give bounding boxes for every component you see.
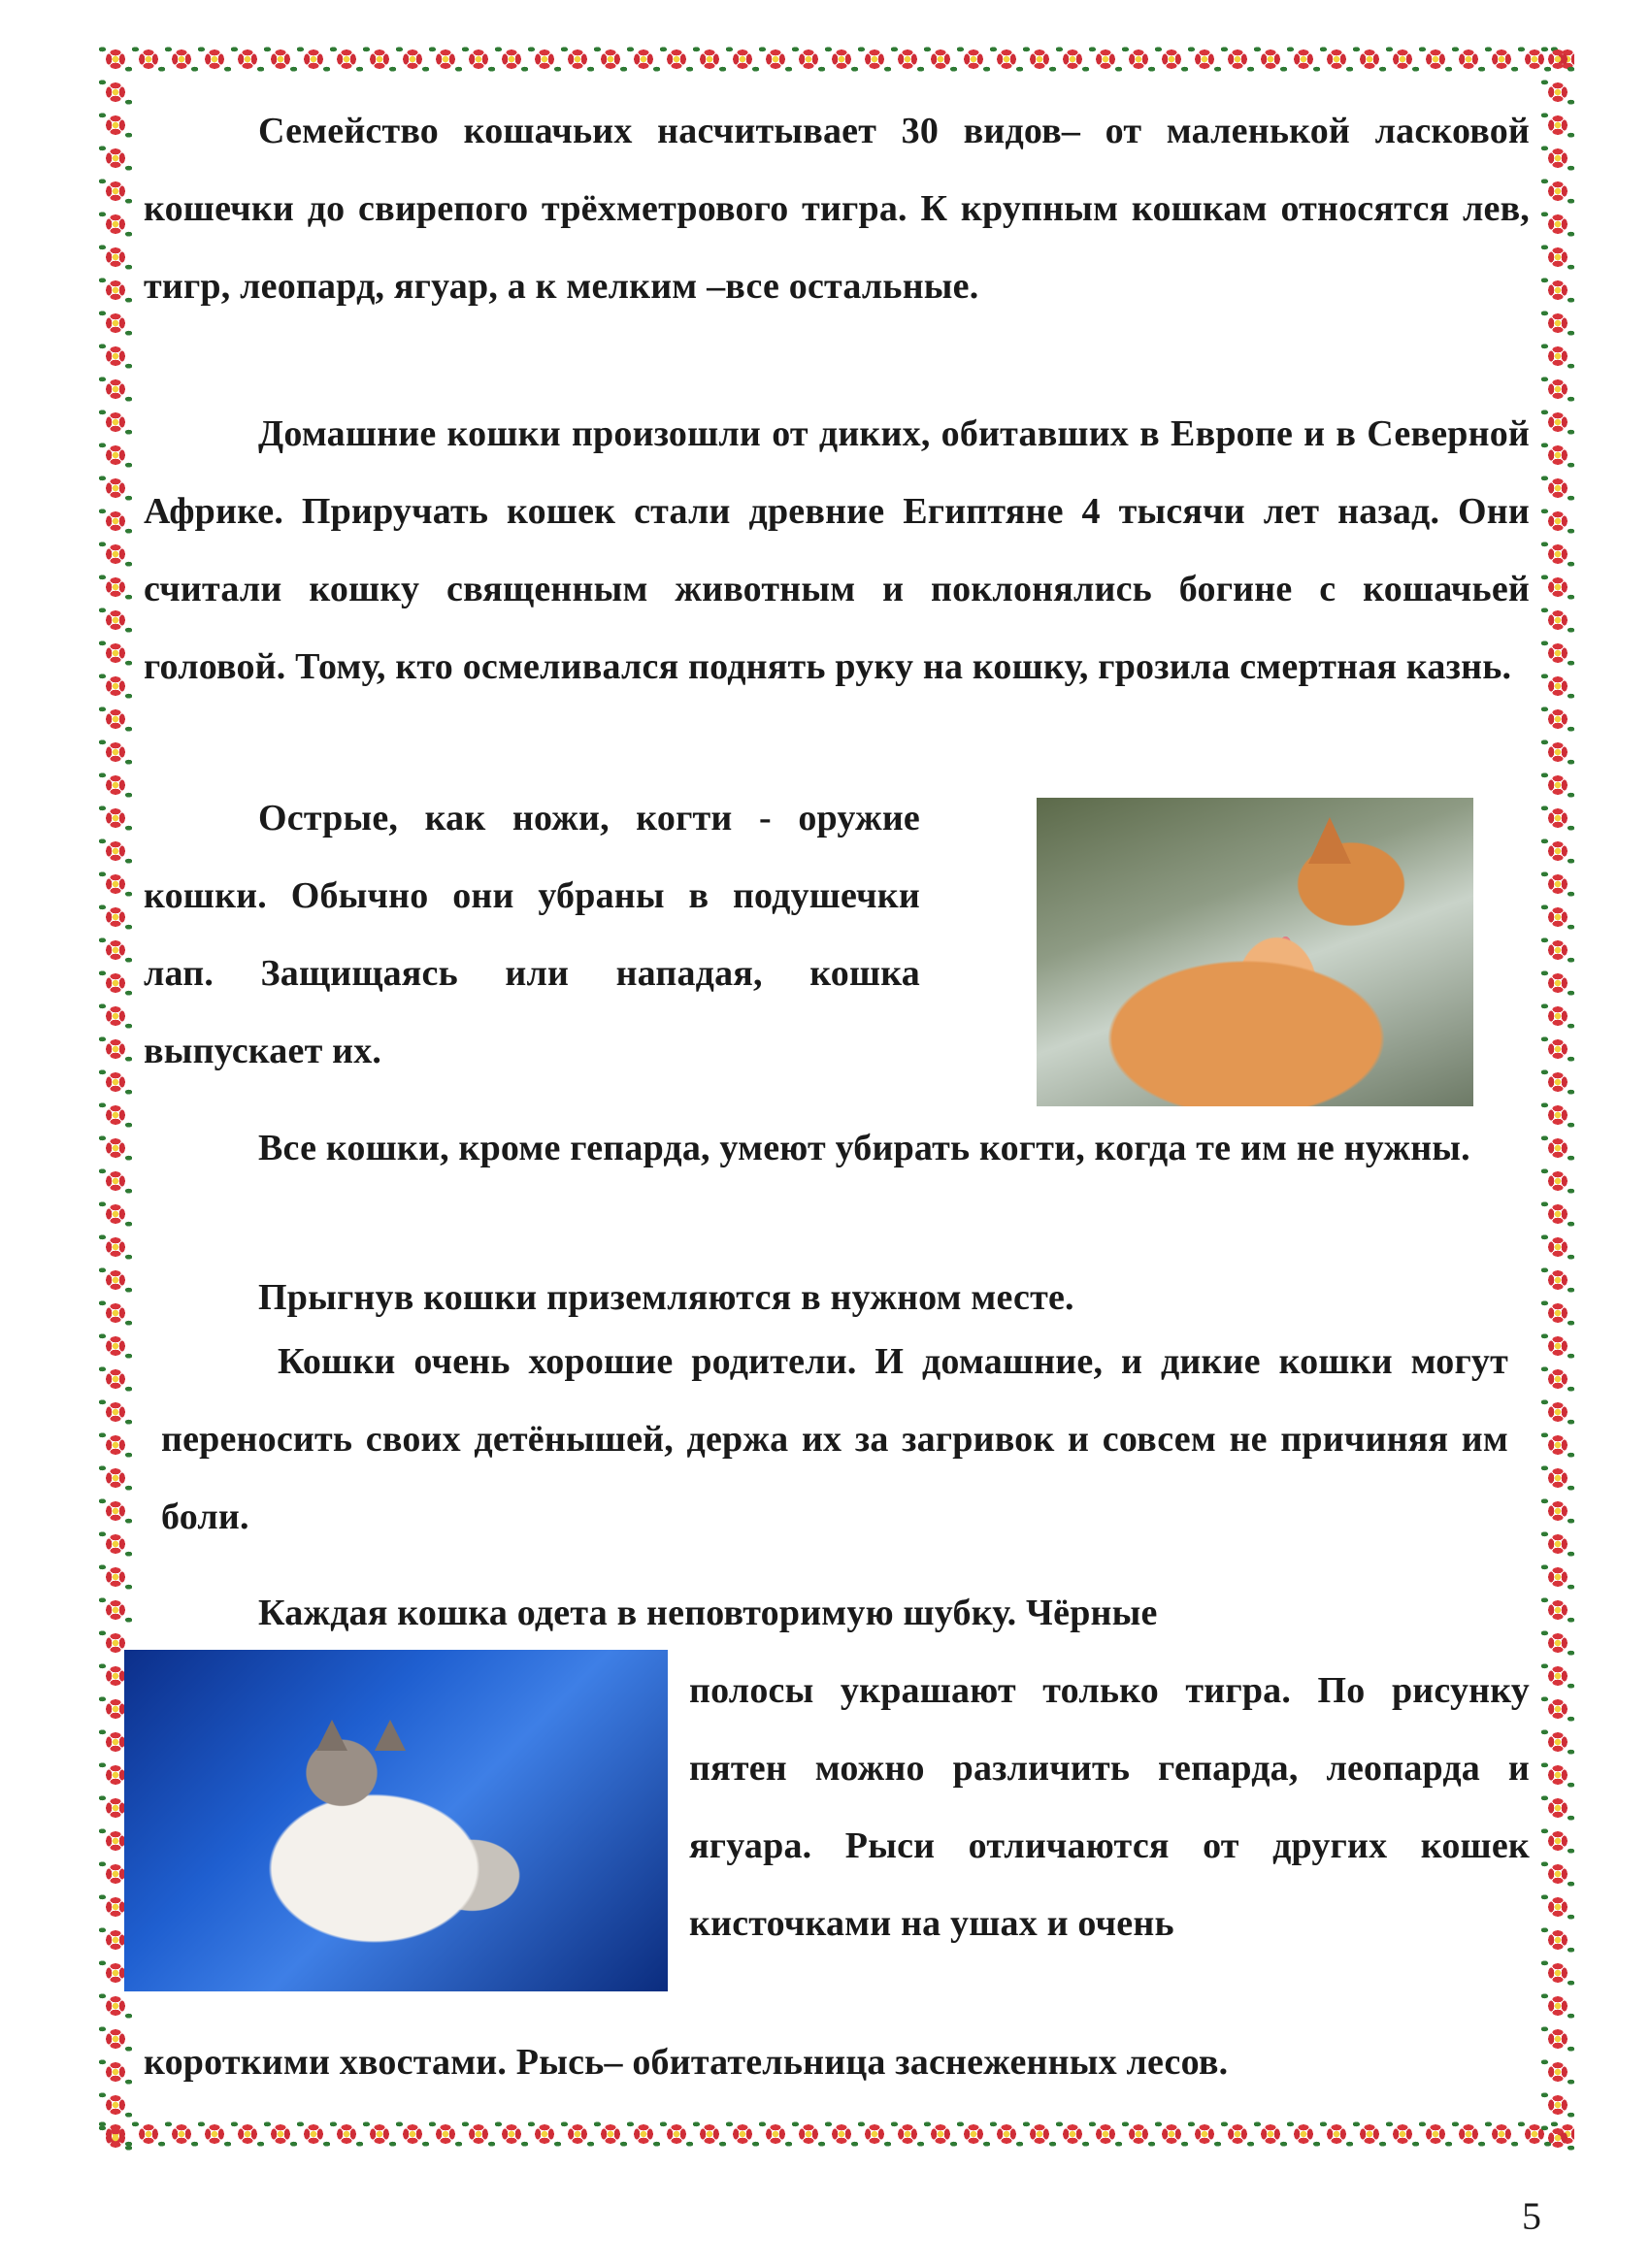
paragraph-cat-family: Семейство кошачьих насчитывает 30 видов– от маленькой ласковой кошечки до свирепого трёхметрового тигра. К крупным кошкам относятся лев, тигр, леопард, ягуар, а к мелким –все остальные. xyxy=(144,111,1530,307)
persian-cat-photo xyxy=(124,1650,668,1991)
paragraph-parents: Кошки очень хорошие родители. И домашние, и дикие кошки могут переносить своих детёнышей, держа их за загривок и совсем не причиняя им боли. xyxy=(161,1341,1508,1537)
paragraph-claws: Острые, как ножи, когти - оружие кошки. Обычно они убраны в подушечки лап. Защищаясь или нападая, кошка выпускает их. xyxy=(144,798,920,1071)
paragraph-domestic-cats: Домашние кошки произошли от диких, обитавших в Европе и в Северной Африке. Приручать кошек стали древние Египтяне 4 тысячи лет назад. Они считали кошку священным животным и поклонялись богине с кошачьей головой. Тому, кто осмеливался поднять руку на кошку, грозила смертная казнь. xyxy=(144,413,1530,687)
ginger-cat-photo xyxy=(1037,798,1473,1106)
paragraph-landing: Прыгнув кошки приземляются в нужном месте. xyxy=(258,1277,1074,1318)
paragraph-fur-last-line: короткими хвостами. Рысь– обитательница заснеженных лесов. xyxy=(144,2042,1229,2083)
page-number: 5 xyxy=(1522,2194,1541,2238)
decorative-frame-top xyxy=(99,43,1574,76)
paragraph-fur-wrap: полосы украшают только тигра. По рисунку пятен можно различить гепарда, леопарда и ягуара. Рыси отличаются от других кошек кисточками на ушах и очень xyxy=(689,1670,1530,1944)
decorative-frame-bottom xyxy=(99,2118,1574,2151)
paragraph-retract-claws: Все кошки, кроме гепарда, умеют убирать когти, когда те им не нужны. xyxy=(258,1128,1470,1168)
decorative-frame-right xyxy=(1541,43,1574,2151)
paragraph-fur-first-line: Каждая кошка одета в неповторимую шубку. Чёрные xyxy=(258,1593,1158,1633)
